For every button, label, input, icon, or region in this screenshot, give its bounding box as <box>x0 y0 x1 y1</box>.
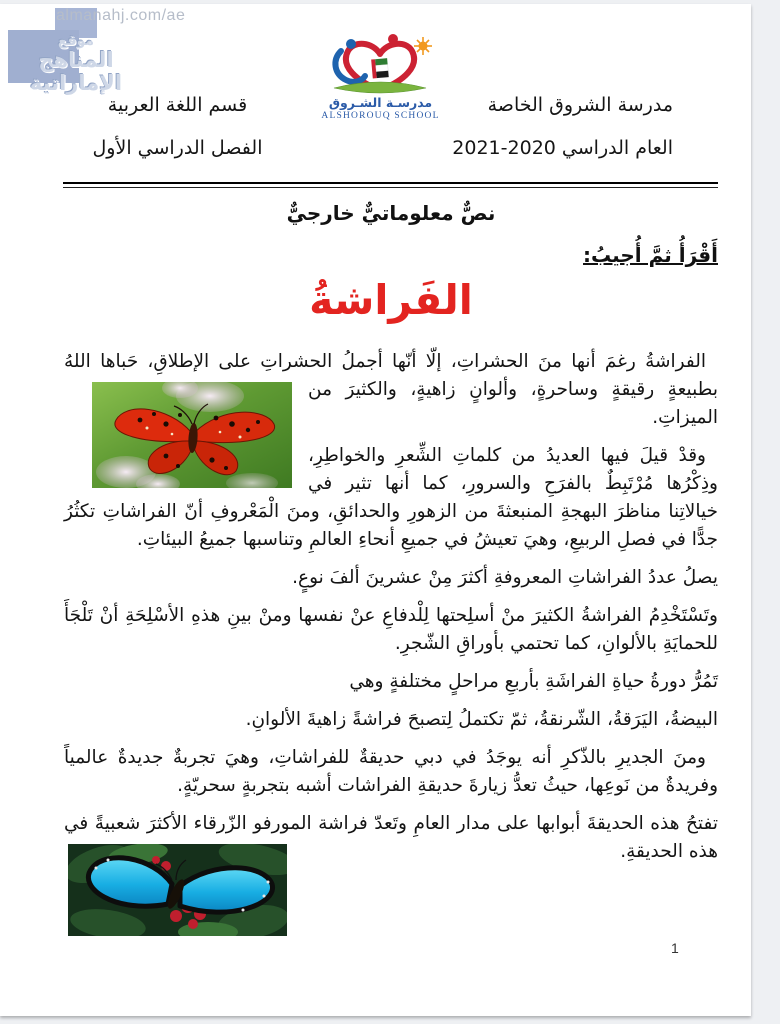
academic-year: العام الدراسي 2020‏-2021 <box>452 137 673 159</box>
paragraph: البيضةُ، اليَرَقةُ، الشّرنقةُ، ثمّ تكتملُ لِتصبحَ فراشةً زاهيةَ الألوانِ. <box>245 709 718 730</box>
paragraph-text: تفتحُ هذه الحديقةَ أبوابها على مدار العامِ وتَعدّ فراشة المورفو الزّرقاء الأكثرَ شعبيةً <box>94 813 718 834</box>
paragraph-text: الفراشةُ رغمَ أنها منَ الحشراتِ، إلّا أنّها أجملُ الحشراتِ على الإطلاقِ، حَباها اللهُ <box>64 351 706 372</box>
school-name: مدرسة الشروق الخاصة <box>487 94 673 116</box>
document-page <box>0 4 751 1016</box>
header-divider <box>63 182 718 188</box>
watermark-site-url: almanahj.com/ae <box>56 7 186 24</box>
instruction-heading: أَقْرَأُ ثمَّ أُجيبُ: <box>583 243 718 267</box>
school-logo <box>308 34 453 122</box>
department-name: قسم اللغة العربية <box>107 94 248 116</box>
lesson-title: الفَراشةُ <box>309 276 473 324</box>
school-logo-english-name: ALSHOROUQ SCHOOL <box>321 111 440 121</box>
paragraph: يصلُ عددُ الفراشاتِ المعروفةِ أكثرَ مِنْ عشرينَ ألفَ نوعٍ. <box>292 567 718 588</box>
semester-name: الفصل الدراسي الأول <box>92 137 263 159</box>
paragraph: تَمُرُّ دورةُ حياةِ الفراشَةِ بأربعِ مراحلٍ مختلفةٍ وهي <box>349 671 718 692</box>
header-right-block <box>452 84 673 170</box>
lesson-body <box>64 348 718 936</box>
red-butterfly-image <box>92 382 292 488</box>
school-logo-emblem-icon <box>308 34 453 96</box>
school-logo-arabic-name: مدرسـة الشـروق <box>328 95 433 110</box>
text-type-heading: نصٌّ معلوماتيٌّ خارجيٌّ <box>286 201 496 225</box>
paragraph-text: بطبيعةٍ رقيقةٍ وساحرةٍ، وألوانٍ زاهيةٍ، والكثيرَ من الميزاتِ. <box>308 379 718 428</box>
paragraph <box>64 348 718 432</box>
blue-butterfly-image <box>68 844 287 936</box>
paragraph: وتَسْتَخْدِمُ الفراشةُ الكثيرَ منْ أسلِحتها لِلْدفاعِ عنْ نفسها ومنْ بينِ هذهِ الأسْلِحَةِ أنْ تَلْجَأَ للحمايَةِ بالألوانِ، كما تحتمي بأوراقِ الشّجرِ. <box>64 605 718 654</box>
page-number: 1 <box>671 940 679 956</box>
paragraph: ومنَ الجديرِ بالذّكرِ أنه يوجَدُ في دبي حديقةٌ للفراشاتِ، وهيَ تجربةٌ جديدةٌ عالمياً وفريدةٌ من نَوعِها، حيثُ تعدُّ زيارةَ حديقةِ الفراشات أشبه بتجربةٍ سحريّةٍ. <box>64 747 718 796</box>
paragraph-text: في هذه الحديقةِ. <box>64 813 718 862</box>
watermark-word: موقع <box>57 33 95 49</box>
paragraph <box>64 810 718 866</box>
watermark-site-name: المناهج الإماراتية <box>29 48 123 96</box>
paragraph: وقدْ قيلَ فيها العديدُ من كلماتِ الشِّعرِ والخواطِرِ، وذِكْرُها مُرْتَبِطٌ بالفرَحِ والسرورِ، كما أنها تثير في خيالاتِنا مناظرَ البهجةِ المنبعثةَ من الزهورِ والحدائقِ، ومنَ الْمَعْروفِ أنّ الفراشاتِ تكثُرُ جدًّا في فصلِ الربيعِ، وهيَ تعيشُ في جميعِ أنحاءِ العالمِ وتناسبها جميعُ البيئاتِ. <box>64 445 718 550</box>
header-left-block <box>85 84 270 170</box>
